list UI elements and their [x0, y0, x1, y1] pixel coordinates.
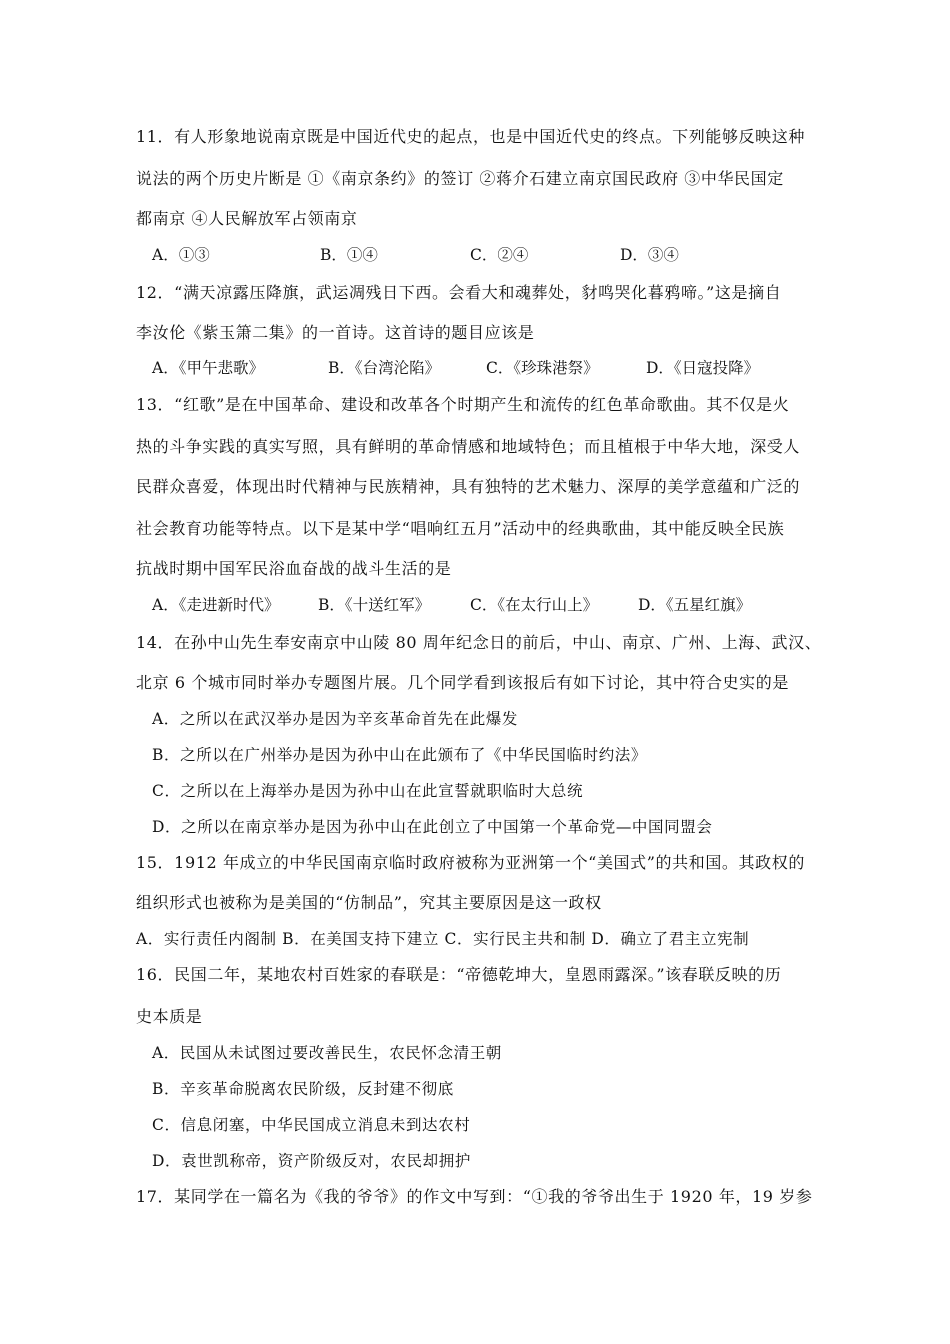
question-13-option-a: A．《走进新时代》	[152, 596, 280, 614]
question-13-option-b: B．《十送红军》	[318, 596, 431, 614]
question-15-options: A．实行责任内阁制 B．在美国支持下建立 C．实行民主共和制 D．确立了君主立宪制	[136, 930, 750, 948]
question-12-line-2: 李汝伦《紫玉箫二集》的一首诗。这首诗的题目应该是	[136, 323, 535, 342]
question-12-line-1: 12．“满天凉露压降旗，武运凋残日下西。会看大和魂葬处，豺鸣哭化暮鸦啼。”这是摘自	[136, 283, 782, 302]
question-16-line-1: 16．民国二年，某地农村百姓家的春联是：“帝德乾坤大，皇恩雨露深。”该春联反映的历	[136, 965, 782, 984]
question-13-line-5: 抗战时期中国军民浴血奋战的战斗生活的是	[136, 559, 452, 578]
question-14-option-d: D．之所以在南京举办是因为孙中山在此创立了中国第一个革命党—中国同盟会	[152, 818, 713, 836]
question-11-options	[152, 244, 826, 266]
question-12-option-d: D．《日寇投降》	[646, 359, 760, 377]
question-12-option-b: B．《台湾沦陷》	[328, 359, 441, 377]
question-12-option-a: A．《甲午悲歌》	[152, 359, 264, 377]
question-13-options	[152, 594, 826, 616]
question-14-line-2: 北京 6 个城市同时举办专题图片展。几个同学看到该报后有如下讨论，其中符合史实的是	[136, 673, 789, 692]
question-11-option-c: C．②④	[470, 246, 529, 264]
question-16-option-c: C．信息闭塞，中华民国成立消息未到达农村	[152, 1116, 471, 1134]
question-11-option-d: D．③④	[620, 246, 679, 264]
question-15-line-1: 15．1912 年成立的中华民国南京临时政府被称为亚洲第一个“美国式”的共和国。其政权的	[136, 853, 805, 872]
question-13-line-3: 民群众喜爱，体现出时代精神与民族精神，具有独特的艺术魅力、深厚的美学意蕴和广泛的	[136, 477, 801, 496]
question-16-line-2: 史本质是	[136, 1007, 203, 1026]
question-13-line-2: 热的斗争实践的真实写照，具有鲜明的革命情感和地域特色；而且植根于中华大地，深受人	[136, 437, 801, 456]
question-11-line-2: 说法的两个历史片断是 ①《南京条约》的签订 ②蒋介石建立南京国民政府 ③中华民国定	[136, 169, 784, 188]
question-14-option-a: A．之所以在武汉举办是因为辛亥革命首先在此爆发	[152, 710, 518, 728]
question-14-option-b: B．之所以在广州举办是因为孙中山在此颁布了《中华民国临时约法》	[152, 746, 647, 764]
question-11-line-1: 11．有人形象地说南京既是中国近代史的起点，也是中国近代史的终点。下列能够反映这种	[136, 127, 805, 146]
question-14-option-c: C．之所以在上海举办是因为孙中山在此宣誓就职临时大总统	[152, 782, 584, 800]
question-11-line-3: 都南京 ④人民解放军占领南京	[136, 209, 358, 228]
question-11-option-b: B．①④	[320, 246, 378, 264]
question-13-line-1: 13．“红歌”是在中国革命、建设和改革各个时期产生和流传的红色革命歌曲。其不仅是火	[136, 395, 790, 414]
question-16-option-a: A．民国从未试图过要改善民生，农民怀念清王朝	[152, 1044, 502, 1062]
question-11-option-a: A．①③	[152, 246, 210, 264]
question-15-line-2: 组织形式也被称为是美国的“仿制品”，究其主要原因是这一政权	[136, 893, 602, 912]
question-12-option-c: C．《珍珠港祭》	[486, 359, 599, 377]
question-12-options	[152, 357, 826, 379]
question-13-line-4: 社会教育功能等特点。以下是某中学“唱响红五月”活动中的经典歌曲，其中能反映全民族	[136, 519, 785, 538]
question-13-option-d: D．《五星红旗》	[638, 596, 752, 614]
question-16-option-d: D．袁世凯称帝，资产阶级反对，农民却拥护	[152, 1152, 471, 1170]
question-17-line-1: 17．某同学在一篇名为《我的爷爷》的作文中写到：“①我的爷爷出生于 1920 年，19 岁参	[136, 1187, 813, 1206]
question-13-option-c: C．《在太行山上》	[470, 596, 599, 614]
question-14-line-1: 14．在孙中山先生奉安南京中山陵 80 周年纪念日的前后，中山、南京、广州、上海、武汉、	[136, 633, 822, 652]
question-16-option-b: B．辛亥革命脱离农民阶级，反封建不彻底	[152, 1080, 454, 1098]
